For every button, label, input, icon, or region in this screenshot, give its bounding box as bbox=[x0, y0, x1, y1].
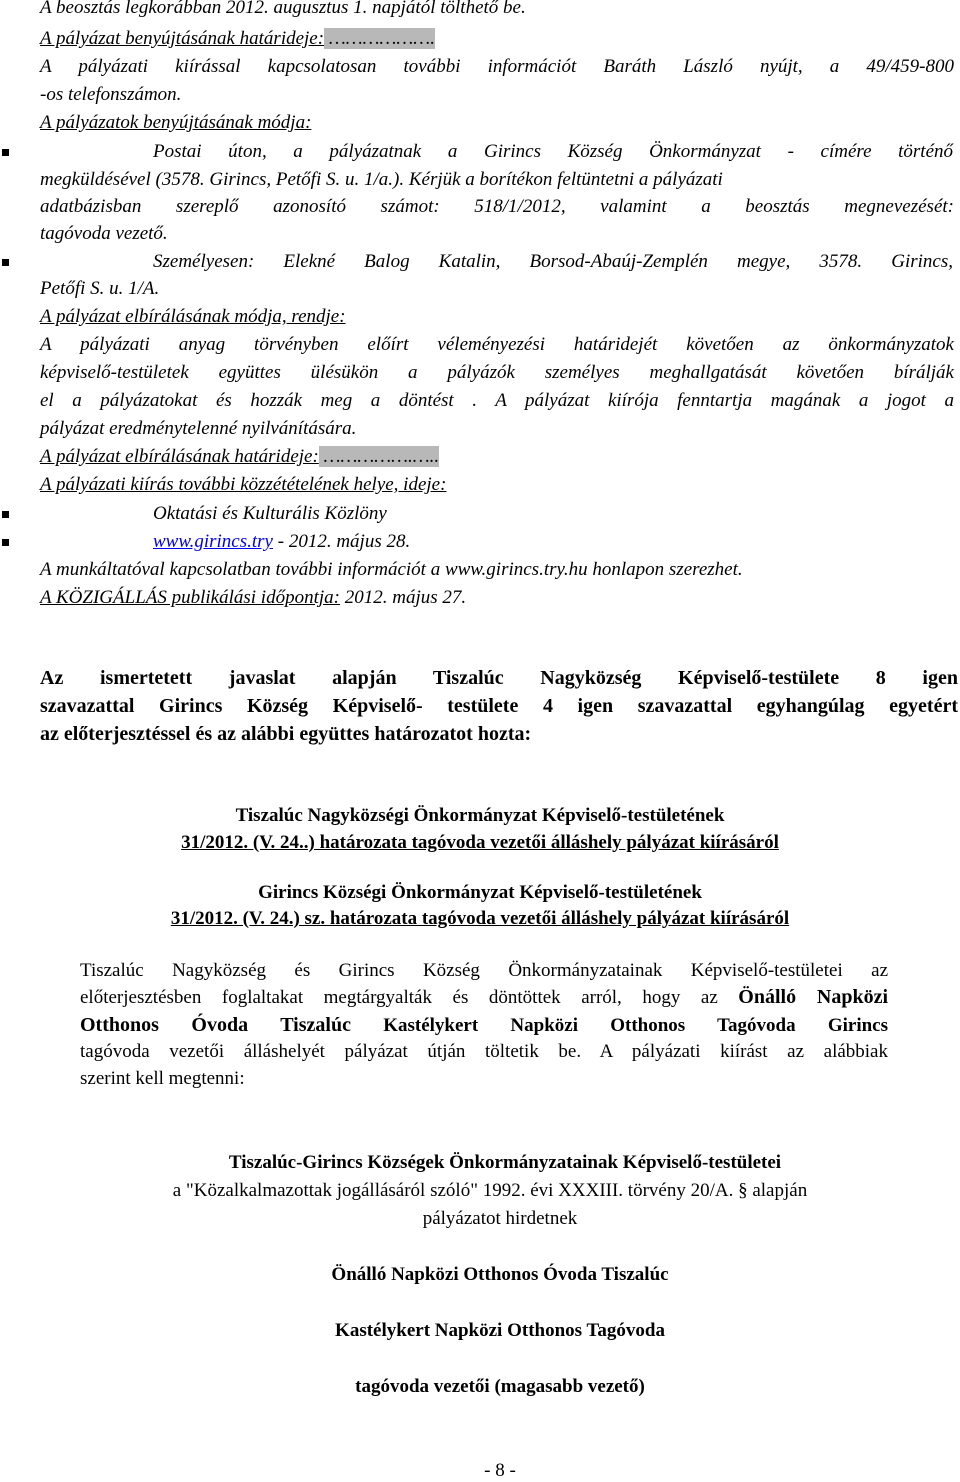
bullet-icon bbox=[2, 539, 9, 546]
publication-label: A pályázati kiírás további közzétételének helye, ideje: bbox=[40, 474, 447, 495]
postal-line-b bbox=[40, 169, 723, 191]
bullet-icon bbox=[2, 259, 9, 266]
employer-info: A munkáltatóval kapcsolatban további információt a www.girincs.try.hu honlapon szerezhet. bbox=[40, 559, 743, 580]
personal-line-b: Petőfi S. u. 1/A. bbox=[40, 278, 160, 299]
decision-line-b: szavazattal Girincs Község Képviselő- testülete 4 igen szavazattal egyhangúlag egyetért bbox=[40, 695, 958, 717]
decision-line-a: Az ismertetett javaslat alapján Tiszalúc Nagyközség Képviselő-testülete 8 igen bbox=[40, 667, 958, 689]
eval-deadline-label: A pályázat elbírálásának határideje: bbox=[40, 446, 319, 467]
postal-request: ). Kérjük a borítékon feltüntetni a pályázati bbox=[393, 169, 723, 190]
institution-name-part-2: Otthonos Óvoda Tiszalúc bbox=[80, 1014, 351, 1036]
kozigallas-date: 2012. május 27. bbox=[339, 587, 467, 608]
resolution-1-subtitle: 31/2012. (V. 24..) határozata tagóvoda vezetői álláshely pályázat kiírásáról bbox=[181, 832, 779, 853]
position-title: tagóvoda vezetői (magasabb vezető) bbox=[355, 1376, 645, 1397]
postal-line-a: Postai úton, a pályázatnak a Girincs Község Önkormányzat - címére történő bbox=[153, 141, 953, 162]
institution-1: Önálló Napközi Otthonos Óvoda Tiszalúc bbox=[331, 1264, 669, 1285]
institution-name-part-1: Önálló Napközi bbox=[738, 986, 889, 1008]
announcement-title: Tiszalúc-Girincs Községek Önkormányzatainak Képviselő-testületei bbox=[228, 1152, 782, 1173]
deadline-line bbox=[40, 28, 435, 50]
body-line-a: Tiszalúc Nagyközség és Girincs Község Önkormányzatainak Képviselő-testületei az bbox=[80, 960, 888, 981]
evaluation-label: A pályázat elbírálásának módja, rendje: bbox=[40, 306, 346, 327]
eval-line-a: A pályázati anyag törvényben előírt véleményezési határidejét követően az önkormányzatok bbox=[40, 334, 954, 355]
bullet-icon bbox=[2, 149, 9, 156]
bullet-icon bbox=[2, 511, 9, 518]
eval-deadline-line bbox=[40, 446, 439, 468]
eval-line-d: pályázat eredménytelenné nyilvánítására. bbox=[40, 418, 357, 439]
resolution-1-title: Tiszalúc Nagyközségi Önkormányzat Képviselő-testületének bbox=[235, 805, 725, 826]
body-line-b bbox=[80, 986, 888, 1009]
info-line-b: -os telefonszámon. bbox=[40, 84, 182, 105]
eval-line-c: el a pályázatokat és hozzák meg a döntést . A pályázat kiírója fenntartja magának a jogot a bbox=[40, 390, 954, 411]
body-line-b-text: előterjesztésben foglaltakat megtárgyalták és döntöttek arról, hogy az bbox=[80, 987, 739, 1008]
pub-item-2 bbox=[153, 531, 410, 553]
personal-line-a: Személyesen: Elekné Balog Katalin, Borsod-Abaúj-Zemplén megye, 3578. Girincs, bbox=[153, 251, 953, 272]
deadline-label: A pályázat benyújtásának határideje: bbox=[40, 28, 325, 49]
start-date-line: A beosztás legkorábban 2012. augusztus 1. napjától tölthető be. bbox=[40, 0, 526, 18]
deadline-value: ………………. bbox=[324, 28, 435, 49]
resolution-2-subtitle: 31/2012. (V. 24.) sz. határozata tagóvoda vezetői álláshely pályázat kiírásáról bbox=[170, 908, 790, 929]
decision-line-c: az előterjesztéssel és az alábbi együttes határozatot hozta: bbox=[40, 723, 532, 745]
law-reference-line: a "Közalkalmazottak jogállásáról szóló" 1992. évi XXXIII. törvény 20/A. § alapján bbox=[172, 1180, 808, 1201]
postal-line-d: tagóvoda vezető. bbox=[40, 223, 168, 244]
pub-item-2-date: - 2012. május 28. bbox=[273, 531, 411, 552]
body-line-d: tagóvoda vezetői álláshelyét pályázat útján töltetik be. A pályázati kiírást az alábbiak bbox=[80, 1041, 888, 1062]
resolution-2-title: Girincs Községi Önkormányzat Képviselő-testületének bbox=[258, 882, 702, 903]
submission-label: A pályázatok benyújtásának módja: bbox=[40, 112, 312, 133]
postal-address: megküldésével (3578. Girincs, Petőfi S. u. 1/a. bbox=[40, 169, 394, 190]
kozigallas-line bbox=[40, 587, 466, 609]
page-number: - 8 - bbox=[484, 1460, 516, 1481]
eval-deadline-value: …………….….. bbox=[318, 446, 440, 467]
body-line-c bbox=[80, 1014, 888, 1037]
member-kindergarten-name: Kastélykert Napközi Otthonos Tagóvoda Girincs bbox=[350, 1015, 888, 1036]
kozigallas-label: A KÖZIGÁLLÁS publikálási időpontja: bbox=[40, 587, 340, 608]
institution-2: Kastélykert Napközi Otthonos Tagóvoda bbox=[335, 1320, 665, 1341]
pub-item-1: Oktatási és Kulturális Közlöny bbox=[153, 503, 387, 524]
body-line-e: szerint kell megtenni: bbox=[80, 1068, 245, 1089]
announce-line: pályázatot hirdetnek bbox=[422, 1208, 578, 1229]
postal-line-c: adatbázisban szereplő azonosító számot: 518/1/2012, valamint a beosztás megnevezését: bbox=[40, 196, 954, 217]
eval-line-b: képviselő-testületek együttes ülésükön a pályázók személyes meghallgatását követően bírálják bbox=[40, 362, 954, 383]
girincs-website-link[interactable]: www.girincs.try bbox=[153, 531, 273, 552]
info-line-a: A pályázati kiírással kapcsolatosan további információt Baráth László nyújt, a 49/459-800 bbox=[40, 56, 954, 77]
